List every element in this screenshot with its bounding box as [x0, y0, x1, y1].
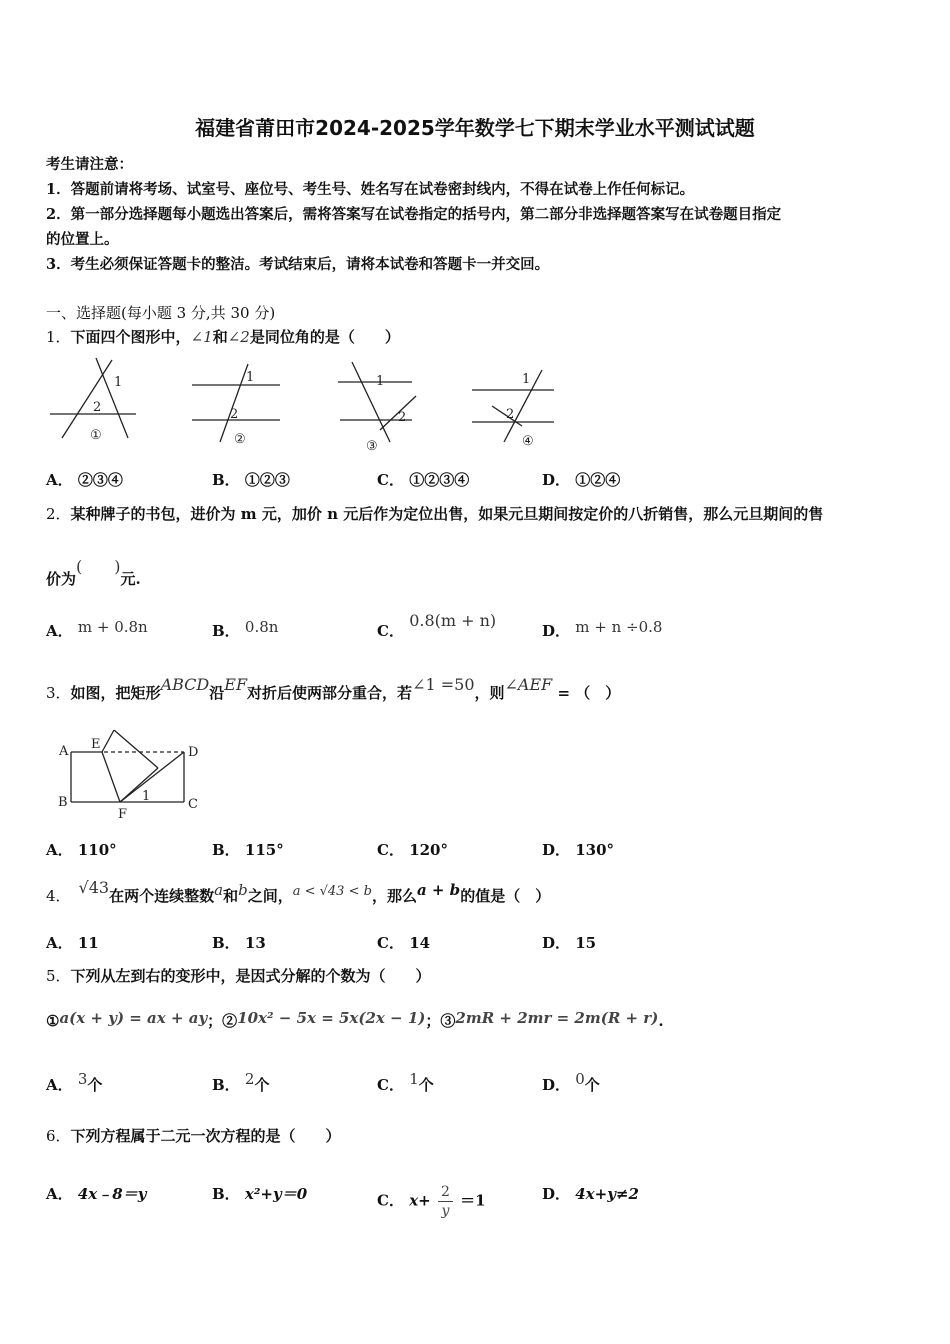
- fig1-angle-label-2: 2: [93, 400, 102, 415]
- folded-edge-2: [114, 730, 158, 768]
- q1-option-a[interactable]: [46, 469, 123, 490]
- q1-figure-3: [338, 362, 416, 454]
- q4-number: 4．: [46, 887, 71, 905]
- option-letter: C．: [377, 841, 404, 859]
- label-b: B: [58, 795, 68, 810]
- option-letter: A．: [46, 471, 73, 489]
- option-text: m + 0.8n: [77, 618, 148, 636]
- q4-sqrt: √43: [78, 878, 110, 897]
- q4-option-d[interactable]: [542, 932, 596, 953]
- q1-text-a: 下面四个图形中，: [70, 328, 191, 346]
- q4-inequality: a < √43 < b: [292, 884, 372, 899]
- q4-t2: 和: [223, 887, 239, 905]
- q4-t3: 之间，: [247, 887, 293, 905]
- q4-line: [46, 878, 551, 906]
- q1-option-b[interactable]: [212, 469, 290, 490]
- option-text: 115°: [244, 841, 284, 859]
- q1-angle1: ∠1: [190, 328, 213, 346]
- notice-item-1: 1．答题前请将考场、试室号、座位号、考生号、姓名写在试卷密封线内，不得在试卷上作任何标记。: [46, 181, 695, 198]
- q3-figure: [54, 730, 214, 822]
- q4-a: a: [214, 881, 224, 899]
- q3-option-a[interactable]: [46, 839, 117, 860]
- q5-end: .: [658, 1012, 664, 1030]
- fig4-angle-label-1: 1: [522, 372, 531, 387]
- option-text: ②③④: [77, 471, 123, 489]
- page-title: 福建省莆田市2024-2025学年数学七下期末学业水平测试试题: [195, 116, 755, 140]
- folded-edge-1: [102, 730, 114, 752]
- option-text: ①②③: [244, 471, 290, 489]
- fig3-caption: ③: [366, 439, 378, 454]
- fig3-angle-label-1: 1: [376, 374, 385, 389]
- q6-line: [46, 1125, 341, 1146]
- option-letter: B．: [212, 471, 240, 489]
- option-post: ＝1: [460, 1191, 486, 1210]
- option-letter: B．: [212, 1185, 240, 1203]
- label-angle-1: 1: [142, 789, 151, 804]
- fig2-angle-label-1: 1: [246, 370, 255, 385]
- q4-t4: ，那么: [371, 887, 417, 905]
- option-text: 0.8n: [244, 618, 279, 636]
- q3-number: 3．: [46, 684, 71, 702]
- q4-b: b: [238, 881, 248, 899]
- option-letter: B．: [212, 934, 240, 952]
- q4-option-a[interactable]: [46, 932, 99, 953]
- option-number: 1: [409, 1070, 419, 1088]
- q6-option-a[interactable]: [46, 1183, 146, 1204]
- option-text: 4x﹣8＝y: [77, 1185, 147, 1203]
- q2-line-2: [46, 557, 141, 589]
- q1-text-b: 是同位角的是（ ）: [249, 328, 400, 346]
- rect-inner-diag: [120, 752, 184, 802]
- label-d: D: [188, 745, 199, 760]
- option-letter: A．: [46, 841, 73, 859]
- q4-t1: 在两个连续整数: [109, 887, 215, 905]
- q3-t5: = （ ）: [552, 684, 621, 702]
- fraction-2-over-y: [438, 1183, 453, 1220]
- option-text: 15: [575, 934, 597, 952]
- option-letter: D．: [542, 841, 571, 859]
- fig2-transversal: [220, 364, 248, 442]
- q4-option-b[interactable]: [212, 932, 266, 953]
- q5-formula-1: a(x + y) = ax + ay: [59, 1009, 208, 1027]
- q5-c1: ①: [46, 1012, 60, 1030]
- q3-m2: EF: [224, 675, 248, 694]
- q4-sum: a + b: [416, 881, 461, 899]
- option-text: 120°: [409, 841, 448, 859]
- q1-number: 1．: [46, 328, 71, 346]
- option-text: 0.8(m + n): [409, 611, 497, 630]
- option-letter: C．: [377, 934, 404, 952]
- q2-text-2: 价为: [46, 570, 77, 588]
- option-unit: 个: [254, 1076, 270, 1094]
- q2-option-d[interactable]: [542, 620, 662, 641]
- q3-t1: 如图，把矩形: [70, 684, 161, 702]
- q5-line: [46, 965, 431, 986]
- q3-option-c[interactable]: [377, 839, 448, 860]
- q2-option-b[interactable]: [212, 620, 278, 641]
- fig3-angle-label-2: 2: [398, 410, 407, 425]
- q1-figure-4: [472, 370, 554, 449]
- q5-sep2: ；③: [425, 1012, 456, 1030]
- q4-option-c[interactable]: [377, 932, 430, 953]
- option-letter: A．: [46, 1076, 73, 1094]
- q2-text: 某种牌子的书包，进价为 m 元，加价 n 元后作为定位出售，如果元旦期间按定价的八折销售，那么元旦期间的售: [70, 505, 824, 523]
- option-text: 14: [409, 934, 431, 952]
- q5-option-b[interactable]: [212, 1070, 270, 1095]
- notice-item-2: 2．第一部分选择题每小题选出答案后，需将答案写在试卷指定的括号内，第二部分非选择题答案写在试卷题目指定: [46, 206, 782, 223]
- option-text: 13: [244, 934, 266, 952]
- option-text: ①②③④: [409, 471, 470, 489]
- option-letter: B．: [212, 841, 240, 859]
- q6-number: 6．: [46, 1127, 71, 1145]
- option-text: 110°: [77, 841, 117, 859]
- label-e: E: [91, 737, 101, 752]
- option-text: x²+y＝0: [244, 1185, 308, 1203]
- q6-text: 下列方程属于二元一次方程的是（ ）: [70, 1127, 341, 1145]
- label-c: C: [188, 797, 198, 812]
- fig1-transversal-a: [62, 360, 112, 438]
- fig4-angle-label-2: 2: [506, 407, 515, 422]
- q6-option-b[interactable]: [212, 1183, 307, 1204]
- option-letter: C．: [377, 622, 404, 640]
- option-letter: D．: [542, 1185, 571, 1203]
- fig2-caption: ②: [234, 432, 246, 447]
- q3-option-d[interactable]: [542, 839, 614, 860]
- q3-m3: ∠1 =50: [412, 675, 475, 694]
- option-letter: D．: [542, 471, 571, 489]
- q2-number: 2．: [46, 505, 71, 523]
- q2-option-a[interactable]: [46, 620, 148, 641]
- option-letter: C．: [377, 471, 404, 489]
- option-letter: B．: [212, 622, 240, 640]
- option-unit: 个: [418, 1076, 434, 1094]
- option-letter: A．: [46, 1185, 73, 1203]
- option-number: 0: [575, 1070, 585, 1088]
- label-a: A: [59, 744, 69, 759]
- option-unit: 个: [87, 1076, 103, 1094]
- q5-number: 5．: [46, 967, 71, 985]
- q2-unit: 元.: [120, 570, 141, 588]
- option-letter: B．: [212, 1076, 240, 1094]
- q3-m1: ABCD: [160, 675, 210, 694]
- notice-item-3: 3．考生必须保证答题卡的整洁。考试结束后，请将本试卷和答题卡一并交回。: [46, 256, 550, 273]
- option-number: 2: [244, 1070, 255, 1088]
- q1-and: 和: [212, 328, 228, 346]
- q5-text: 下列从左到右的变形中，是因式分解的个数为（ ）: [70, 967, 431, 985]
- fig1-caption: ①: [90, 428, 102, 443]
- q3-m4: ∠AEF: [504, 675, 553, 694]
- notice-heading: 考生请注意：: [46, 156, 133, 173]
- q3-line: [46, 675, 621, 703]
- option-text: m + n ÷0.8: [575, 618, 663, 636]
- option-unit: 个: [584, 1076, 600, 1094]
- q1-option-c[interactable]: [377, 469, 469, 490]
- q5-option-a[interactable]: [46, 1070, 103, 1095]
- fold-line-ef: [102, 752, 120, 802]
- option-text: 4x+y≠2: [575, 1185, 639, 1203]
- q3-option-b[interactable]: [212, 839, 284, 860]
- q3-t2: 沿: [209, 684, 225, 702]
- q2-option-c[interactable]: [377, 611, 497, 641]
- q3-t3: 对折后使两部分重合，若: [247, 684, 413, 702]
- q6-option-c[interactable]: [377, 1183, 486, 1220]
- option-pre: x+: [409, 1191, 431, 1210]
- q1-angle2: ∠2: [227, 328, 250, 346]
- label-f: F: [118, 807, 128, 822]
- option-letter: D．: [542, 1076, 571, 1094]
- option-letter: A．: [46, 934, 73, 952]
- option-letter: A．: [46, 622, 73, 640]
- fraction-denominator: y: [441, 1203, 450, 1219]
- q1-option-d[interactable]: [542, 469, 620, 490]
- option-letter: C．: [377, 1191, 404, 1210]
- fig1-transversal-b: [96, 358, 128, 438]
- q1-line: [46, 326, 400, 347]
- q5-sep1: ；②: [207, 1012, 238, 1030]
- fraction-numerator: 2: [438, 1183, 453, 1202]
- q3-t4: ，则: [474, 684, 505, 702]
- fig2-angle-label-2: 2: [230, 407, 239, 422]
- q1-figure-1: [50, 358, 136, 443]
- q5-option-d[interactable]: [542, 1070, 600, 1095]
- fig4-caption: ④: [522, 434, 534, 449]
- notice-item-2-cont: 的位置上。: [46, 231, 119, 248]
- option-text: 11: [77, 934, 99, 952]
- q4-t5: 的值是（ ）: [460, 887, 551, 905]
- q1-figure-2: [192, 364, 280, 447]
- folded-edge-3: [120, 768, 158, 802]
- q1-figures: [44, 350, 584, 455]
- option-text: 130°: [575, 841, 615, 859]
- fig3-transversal-a: [352, 362, 390, 442]
- q5-formulas: [46, 1010, 664, 1031]
- q5-formula-2: 10x² − 5x = 5x(2x − 1): [237, 1009, 426, 1027]
- option-text: ①②④: [575, 471, 621, 489]
- section-heading: 一、选择题(每小题 3 分,共 30 分): [46, 304, 276, 322]
- q2-line: [46, 503, 823, 524]
- option-letter: C．: [377, 1076, 404, 1094]
- q5-formula-3: 2mR + 2mr = 2m(R + r): [455, 1009, 659, 1027]
- option-number: 3: [77, 1070, 88, 1088]
- fig1-angle-label-1: 1: [114, 375, 123, 390]
- q2-paren: ( ): [76, 557, 121, 576]
- q5-option-c[interactable]: [377, 1070, 434, 1095]
- option-letter: D．: [542, 934, 571, 952]
- option-letter: D．: [542, 622, 571, 640]
- q6-option-d[interactable]: [542, 1183, 639, 1204]
